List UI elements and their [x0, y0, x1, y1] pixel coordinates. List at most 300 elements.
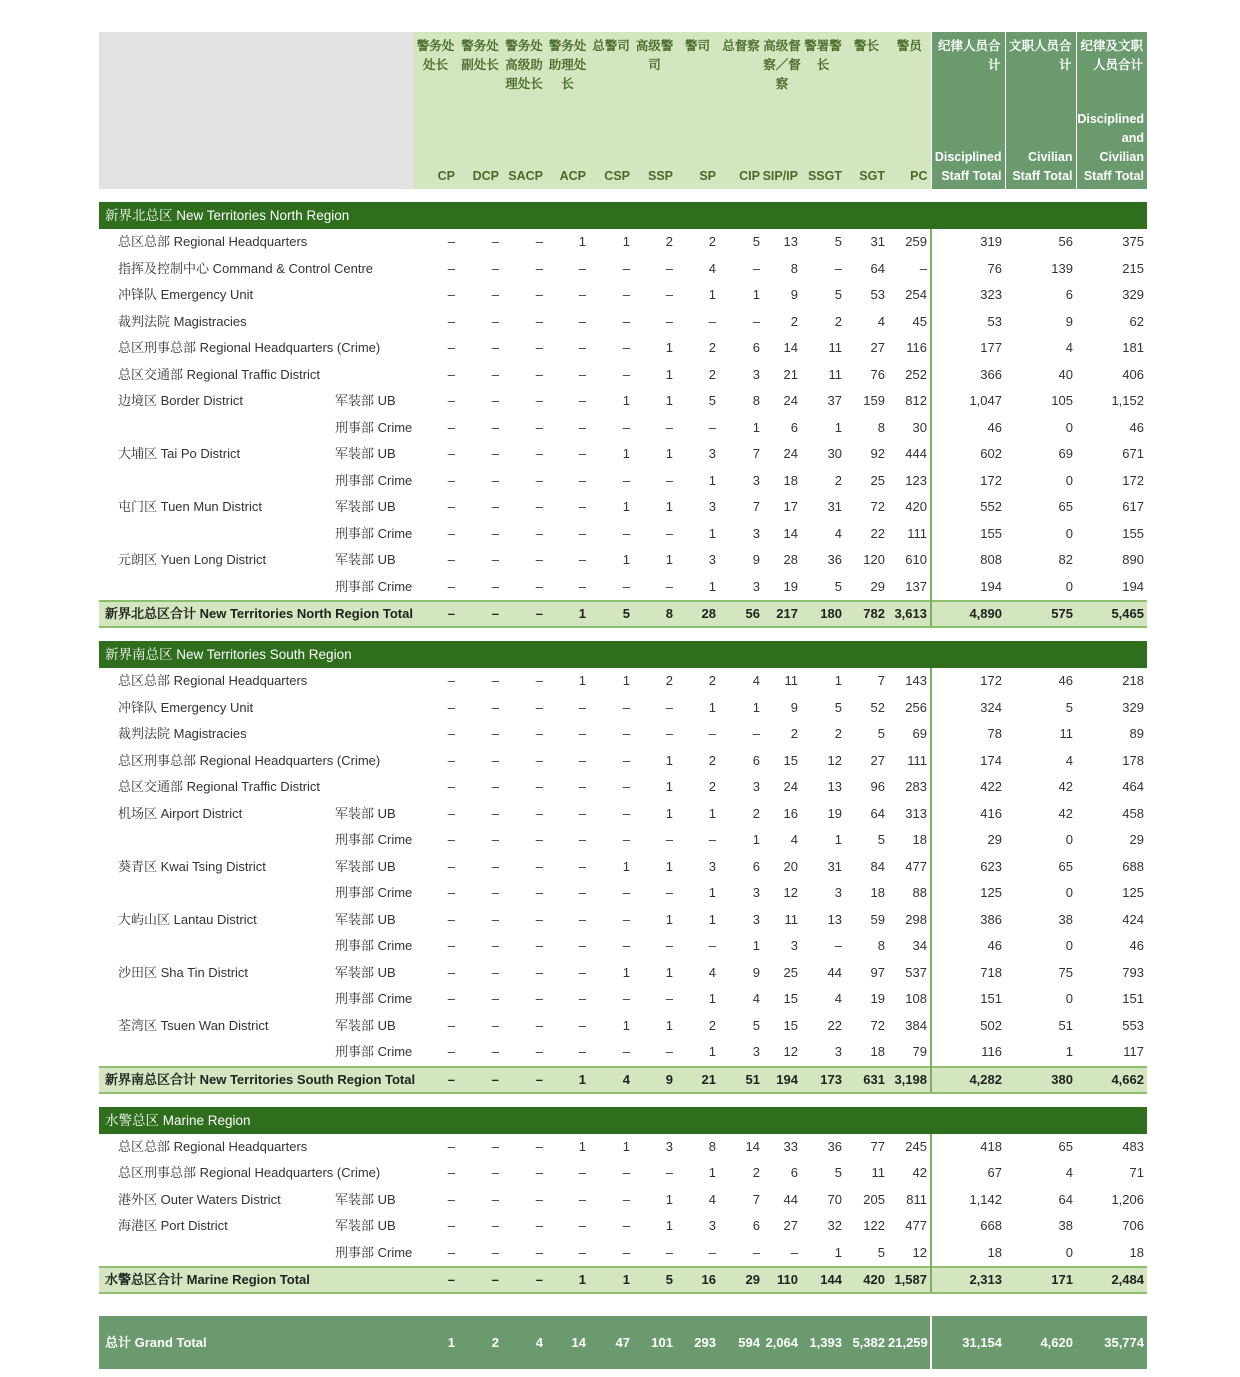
cell-cip: 14 [745, 1138, 760, 1154]
cell-acp: – [578, 938, 586, 954]
column-header-row [99, 32, 1147, 189]
cell-cip: 3 [752, 472, 760, 488]
cell-sacp: – [535, 393, 543, 409]
cell-sacp: – [502, 1067, 546, 1093]
cell-disciplined-staff-total: 324 [931, 695, 1005, 722]
cell-cip: 6 [752, 752, 760, 768]
cell-disciplined-staff-total: 67 [931, 1160, 1005, 1187]
cell-pc: 3,613 [888, 601, 931, 627]
cell-ssgt: 31 [827, 858, 842, 874]
cell-sacp: – [535, 1044, 543, 1060]
row-name [99, 933, 335, 960]
cell-dcp: – [491, 340, 499, 356]
cell-dcp: – [491, 287, 499, 303]
row-unit: 刑事部 Crime [335, 1044, 413, 1060]
cell-dcp: – [491, 805, 499, 821]
table-row [99, 748, 1147, 775]
cell-dcp: – [491, 1044, 499, 1060]
cell-acp: – [578, 752, 586, 768]
cell-sgt: 122 [863, 1218, 885, 1234]
cell-pc: 21,259 [888, 1316, 931, 1369]
cell-ssp: 1 [665, 1218, 673, 1234]
cell-cip: 4 [752, 991, 760, 1007]
cell-acp: – [578, 991, 586, 1007]
cell-pc: 259 [905, 234, 927, 250]
cell-sgt: 19 [870, 991, 885, 1007]
cell-sgt: 64 [870, 805, 885, 821]
cell-cp: – [447, 805, 455, 821]
cell-sacp: – [535, 578, 543, 594]
cell-pc: – [919, 260, 927, 276]
cell-ssp: 9 [633, 1067, 676, 1093]
cell-dcp: – [491, 911, 499, 927]
cell-sgt: 77 [870, 1138, 885, 1154]
region-header-row [99, 1107, 1147, 1134]
cell-csp: – [622, 525, 630, 541]
cell-sp: – [708, 313, 716, 329]
cell-cp: – [413, 1267, 458, 1293]
cell-cip: 6 [752, 340, 760, 356]
cell-sacp: – [535, 366, 543, 382]
cell-pc: 384 [905, 1017, 927, 1033]
cell-civilian-staff-total: 9 [1065, 313, 1073, 329]
column-header-cip [719, 32, 763, 189]
cell-cp: – [447, 578, 455, 594]
column-header-zh: 高级督察／督察 [763, 39, 801, 91]
cell-disciplined-and-civilian-staff-total: 125 [1122, 885, 1144, 901]
cell-ssp: 101 [633, 1316, 676, 1369]
table-row [99, 1213, 1147, 1240]
cell-sacp: – [535, 472, 543, 488]
staff-establishment-table [99, 32, 1147, 1369]
cell-csp: – [622, 472, 630, 488]
cell-cip: 3 [752, 525, 760, 541]
cell-cp: – [447, 419, 455, 435]
cell-dcp: – [491, 234, 499, 250]
cell-ssp: – [665, 726, 673, 742]
table-row [99, 494, 1147, 521]
cell-csp: 1 [622, 446, 630, 462]
cell-sacp: – [535, 1218, 543, 1234]
cell-acp: 1 [578, 673, 586, 689]
cell-sgt: 18 [870, 1044, 885, 1060]
cell-sip-ip: 12 [783, 885, 798, 901]
cell-pc: 12 [912, 1244, 927, 1260]
cell-sgt: 4 [877, 313, 885, 329]
table-row [99, 1013, 1147, 1040]
cell-disciplined-and-civilian-staff-total: 4,662 [1076, 1067, 1147, 1093]
cell-ssgt: 1 [834, 673, 842, 689]
row-unit: 军装部 UB [335, 1218, 396, 1234]
cell-cp: – [447, 964, 455, 980]
row-name: 裁判法院 Magistracies [118, 313, 247, 329]
table-row [99, 468, 1147, 495]
cell-disciplined-and-civilian-staff-total: 29 [1129, 832, 1144, 848]
column-header-cp [413, 32, 458, 189]
cell-dcp: – [491, 779, 499, 795]
cell-civilian-staff-total: 380 [1005, 1067, 1076, 1093]
region-header-row [99, 641, 1147, 668]
table-row [99, 986, 1147, 1013]
cell-disciplined-and-civilian-staff-total: 218 [1122, 673, 1144, 689]
cell-disciplined-and-civilian-staff-total: 178 [1122, 752, 1144, 768]
cell-sgt: 8 [877, 419, 885, 435]
cell-sp: 2 [708, 366, 716, 382]
cell-sgt: 53 [870, 287, 885, 303]
cell-cip: 3 [752, 779, 760, 795]
column-header-en: SSGT [807, 169, 842, 183]
cell-cp: – [447, 287, 455, 303]
cell-cp: – [447, 779, 455, 795]
cell-sgt: 72 [870, 499, 885, 515]
column-header-sacp [502, 32, 546, 189]
column-header-zh: 总督察 [722, 39, 760, 53]
cell-civilian-staff-total: 4 [1065, 340, 1073, 356]
cell-dcp: – [458, 1267, 502, 1293]
cell-civilian-staff-total: 11 [1059, 726, 1073, 742]
cell-cip: 3 [752, 885, 760, 901]
cell-sgt: 59 [870, 911, 885, 927]
cell-sp: 4 [708, 964, 716, 980]
cell-sip-ip: 16 [783, 805, 798, 821]
cell-acp: – [578, 1165, 586, 1181]
cell-cip: – [752, 260, 760, 276]
cell-dcp: – [491, 699, 499, 715]
cell-cp: – [447, 1138, 455, 1154]
cell-ssgt: 5 [834, 699, 842, 715]
table-row [99, 880, 1147, 907]
cell-cip: 6 [752, 1218, 760, 1234]
cell-disciplined-staff-total: 623 [931, 854, 1005, 881]
cell-sacp: – [535, 419, 543, 435]
cell-disciplined-and-civilian-staff-total: 329 [1122, 699, 1144, 715]
cell-csp: – [622, 752, 630, 768]
row-name: 指挥及控制中心 Command & Control Centre [118, 260, 374, 276]
cell-ssp: 8 [633, 601, 676, 627]
cell-disciplined-staff-total: 502 [931, 1013, 1005, 1040]
cell-sgt: 7 [877, 673, 885, 689]
cell-ssgt: 31 [827, 499, 842, 515]
cell-acp: – [578, 805, 586, 821]
cell-dcp: – [491, 578, 499, 594]
cell-disciplined-staff-total: 177 [931, 335, 1005, 362]
cell-sip-ip: 8 [790, 260, 798, 276]
cell-civilian-staff-total: 4 [1065, 1165, 1073, 1181]
column-header-en: SGT [859, 169, 885, 183]
row-name: 屯门区 Tuen Mun District [118, 499, 262, 515]
cell-sacp: – [535, 673, 543, 689]
region-total-row [99, 1067, 1147, 1093]
cell-acp: 14 [546, 1316, 589, 1369]
cell-cip: 6 [752, 858, 760, 874]
cell-pc: 79 [912, 1044, 927, 1060]
table-row [99, 827, 1147, 854]
cell-sgt: 631 [845, 1067, 888, 1093]
cell-cp: – [447, 340, 455, 356]
cell-sp: 5 [708, 393, 716, 409]
cell-disciplined-and-civilian-staff-total: 35,774 [1076, 1316, 1147, 1369]
cell-cip: 51 [719, 1067, 763, 1093]
cell-disciplined-and-civilian-staff-total: 46 [1129, 938, 1144, 954]
cell-ssgt: 3 [834, 1044, 842, 1060]
cell-sacp: – [535, 1017, 543, 1033]
cell-sip-ip: 3 [790, 938, 798, 954]
cell-csp: 47 [589, 1316, 633, 1369]
cell-csp: – [622, 260, 630, 276]
cell-dcp: – [491, 366, 499, 382]
cell-csp: 4 [589, 1067, 633, 1093]
cell-ssp: 2 [665, 234, 673, 250]
cell-dcp: – [491, 1017, 499, 1033]
cell-civilian-staff-total: 65 [1058, 499, 1073, 515]
cell-pc: 45 [912, 313, 927, 329]
cell-disciplined-staff-total: 418 [931, 1134, 1005, 1161]
cell-cip: 1 [752, 287, 760, 303]
row-unit [335, 695, 413, 722]
cell-acp: – [578, 726, 586, 742]
row-name [99, 1039, 335, 1067]
cell-csp: – [622, 287, 630, 303]
cell-civilian-staff-total: 46 [1058, 673, 1073, 689]
cell-disciplined-staff-total: 416 [931, 801, 1005, 828]
cell-cp: – [447, 552, 455, 568]
row-unit: 刑事部 Crime [335, 472, 413, 488]
column-header-zh: 警员 [896, 39, 922, 53]
column-header-box [546, 32, 589, 189]
row-name [99, 521, 335, 548]
region-total-label: 新界北总区合计 New Territories North Region Total [99, 601, 413, 627]
cell-disciplined-and-civilian-staff-total: 671 [1122, 446, 1144, 462]
cell-cp: – [447, 673, 455, 689]
cell-disciplined-staff-total: 174 [931, 748, 1005, 775]
cell-pc: 245 [905, 1138, 927, 1154]
column-header-zh: 总警司 [592, 39, 630, 53]
row-name [99, 880, 335, 907]
cell-dcp: – [491, 1218, 499, 1234]
cell-sip-ip: 9 [790, 287, 798, 303]
cell-sip-ip: 20 [783, 858, 798, 874]
cell-ssgt: 5 [834, 1165, 842, 1181]
staff-establishment-table-wrapper [99, 32, 1144, 1369]
cell-cp: – [447, 234, 455, 250]
cell-dcp: – [491, 1138, 499, 1154]
column-header-box [413, 32, 458, 189]
cell-sacp: – [535, 340, 543, 356]
row-name: 荃湾区 Tsuen Wan District [118, 1017, 269, 1033]
cell-csp: 1 [622, 499, 630, 515]
cell-disciplined-staff-total: 4,890 [931, 601, 1005, 627]
cell-sgt: 5 [877, 726, 885, 742]
cell-csp: – [622, 1244, 630, 1260]
cell-disciplined-staff-total: 1,142 [931, 1187, 1005, 1214]
row-name: 总区总部 Regional Headquarters [118, 234, 308, 250]
cell-ssp: 1 [665, 340, 673, 356]
column-header-box [676, 32, 719, 189]
cell-sip-ip: 15 [783, 991, 798, 1007]
cell-csp: – [622, 938, 630, 954]
cell-sp: 28 [676, 601, 719, 627]
column-header-en: CSP [604, 169, 630, 183]
cell-csp: – [622, 313, 630, 329]
cell-sip-ip: 25 [783, 964, 798, 980]
cell-sgt: 420 [845, 1267, 888, 1293]
cell-ssgt: 32 [827, 1218, 842, 1234]
spacer-cell [99, 1293, 1147, 1316]
cell-disciplined-and-civilian-staff-total: 1,152 [1111, 393, 1144, 409]
cell-cp: – [447, 366, 455, 382]
cell-disciplined-and-civilian-staff-total: 1,206 [1111, 1191, 1144, 1207]
cell-sgt: 205 [863, 1191, 885, 1207]
cell-sip-ip: 17 [783, 499, 798, 515]
cell-civilian-staff-total: 65 [1058, 858, 1073, 874]
cell-sgt: 31 [870, 234, 885, 250]
cell-sip-ip: 24 [783, 779, 798, 795]
cell-cp: – [447, 472, 455, 488]
cell-ssp: – [665, 260, 673, 276]
cell-pc: 116 [906, 340, 927, 356]
cell-disciplined-staff-total: 172 [931, 668, 1005, 695]
column-header-sip-ip [763, 32, 801, 189]
cell-civilian-staff-total: 38 [1058, 911, 1073, 927]
cell-sip-ip: 110 [763, 1267, 801, 1293]
cell-sp: 3 [708, 858, 716, 874]
row-name: 冲锋队 Emergency Unit [118, 699, 254, 715]
cell-ssp: – [665, 525, 673, 541]
cell-pc: 252 [905, 366, 927, 382]
cell-acp: – [578, 499, 586, 515]
cell-csp: 1 [622, 1017, 630, 1033]
cell-cip: 3 [752, 911, 760, 927]
cell-ssgt: 4 [834, 991, 842, 1007]
cell-sacp: – [535, 446, 543, 462]
cell-acp: – [578, 393, 586, 409]
cell-ssgt: 5 [834, 578, 842, 594]
cell-cip: 7 [752, 1191, 760, 1207]
column-header-disciplined-and-civilian-staff-total [1076, 32, 1147, 189]
cell-sip-ip: 6 [790, 419, 798, 435]
cell-acp: – [578, 419, 586, 435]
cell-civilian-staff-total: 105 [1051, 393, 1073, 409]
cell-ssgt: 11 [828, 366, 842, 382]
cell-acp: – [578, 287, 586, 303]
grand-total-label: 总计 Grand Total [99, 1316, 413, 1369]
cell-acp: – [578, 1191, 586, 1207]
cell-ssp: 2 [665, 673, 673, 689]
cell-cp: – [447, 393, 455, 409]
row-unit: 军装部 UB [335, 1191, 396, 1207]
cell-sacp: – [535, 885, 543, 901]
row-name: 边境区 Border District [118, 393, 243, 409]
cell-acp: – [578, 578, 586, 594]
cell-disciplined-staff-total: 366 [931, 362, 1005, 389]
cell-sp: 8 [708, 1138, 716, 1154]
cell-pc: 812 [905, 393, 927, 409]
cell-sip-ip: 18 [783, 472, 798, 488]
cell-disciplined-and-civilian-staff-total: 2,484 [1076, 1267, 1147, 1293]
column-header-zh: 纪律人员合计 [937, 39, 1001, 72]
cell-cip: 1 [752, 419, 760, 435]
cell-sp: 1 [708, 911, 716, 927]
table-row [99, 854, 1147, 881]
cell-sacp: – [535, 1191, 543, 1207]
cell-disciplined-staff-total: 808 [931, 547, 1005, 574]
cell-ssgt: 13 [827, 911, 842, 927]
column-header-en: CIP [739, 169, 760, 183]
cell-ssgt: 173 [801, 1067, 845, 1093]
cell-sacp: – [535, 1244, 543, 1260]
table-row [99, 960, 1147, 987]
cell-disciplined-staff-total: 78 [931, 721, 1005, 748]
cell-cp: – [447, 832, 455, 848]
cell-dcp: – [491, 832, 499, 848]
column-header-box [763, 32, 801, 189]
row-unit: 刑事部 Crime [335, 885, 413, 901]
cell-pc: 298 [905, 911, 927, 927]
cell-ssp: – [665, 938, 673, 954]
cell-cp: – [447, 1017, 455, 1033]
cell-ssp: 1 [665, 393, 673, 409]
cell-sacp: – [535, 234, 543, 250]
cell-civilian-staff-total: 0 [1065, 938, 1073, 954]
cell-disciplined-and-civilian-staff-total: 553 [1122, 1017, 1144, 1033]
cell-sacp: 4 [502, 1316, 546, 1369]
cell-sp: 1 [708, 472, 716, 488]
cell-csp: – [622, 366, 630, 382]
cell-sip-ip: 2,064 [763, 1316, 801, 1369]
cell-civilian-staff-total: 5 [1065, 699, 1073, 715]
cell-sgt: 5,382 [845, 1316, 888, 1369]
column-header-box [589, 32, 633, 189]
cell-sip-ip: 11 [784, 911, 798, 927]
cell-disciplined-and-civilian-staff-total: 215 [1122, 260, 1144, 276]
row-name: 总区刑事总部 Regional Headquarters (Crime) [118, 340, 381, 356]
cell-cp: – [447, 1165, 455, 1181]
cell-acp: – [578, 313, 586, 329]
cell-sacp: – [535, 726, 543, 742]
cell-sip-ip: 15 [783, 1017, 798, 1033]
cell-dcp: – [491, 260, 499, 276]
cell-sp: 2 [708, 234, 716, 250]
cell-dcp: – [458, 1067, 502, 1093]
cell-sgt: 11 [871, 1165, 885, 1181]
row-unit [335, 309, 413, 336]
row-unit: 军装部 UB [335, 964, 396, 980]
table-row [99, 933, 1147, 960]
cell-ssgt: 36 [827, 552, 842, 568]
cell-ssgt: 22 [827, 1017, 842, 1033]
column-header-en: Civilian Staff Total [1012, 150, 1073, 183]
cell-csp: – [622, 805, 630, 821]
cell-disciplined-staff-total: 4,282 [931, 1067, 1005, 1093]
cell-disciplined-and-civilian-staff-total: 329 [1122, 287, 1144, 303]
cell-sacp: – [502, 601, 546, 627]
cell-disciplined-staff-total: 76 [931, 256, 1005, 283]
cell-ssgt: 1 [834, 832, 842, 848]
cell-sgt: 159 [863, 393, 885, 409]
cell-ssgt: 12 [827, 752, 842, 768]
cell-dcp: – [491, 964, 499, 980]
cell-csp: 1 [622, 858, 630, 874]
cell-ssp: 1 [665, 552, 673, 568]
cell-ssgt: 70 [827, 1191, 842, 1207]
cell-ssgt: 3 [834, 885, 842, 901]
cell-disciplined-staff-total: 602 [931, 441, 1005, 468]
row-unit [335, 668, 413, 695]
cell-disciplined-staff-total: 319 [931, 229, 1005, 256]
cell-csp: – [622, 885, 630, 901]
cell-pc: 610 [905, 552, 927, 568]
cell-civilian-staff-total: 40 [1058, 366, 1073, 382]
